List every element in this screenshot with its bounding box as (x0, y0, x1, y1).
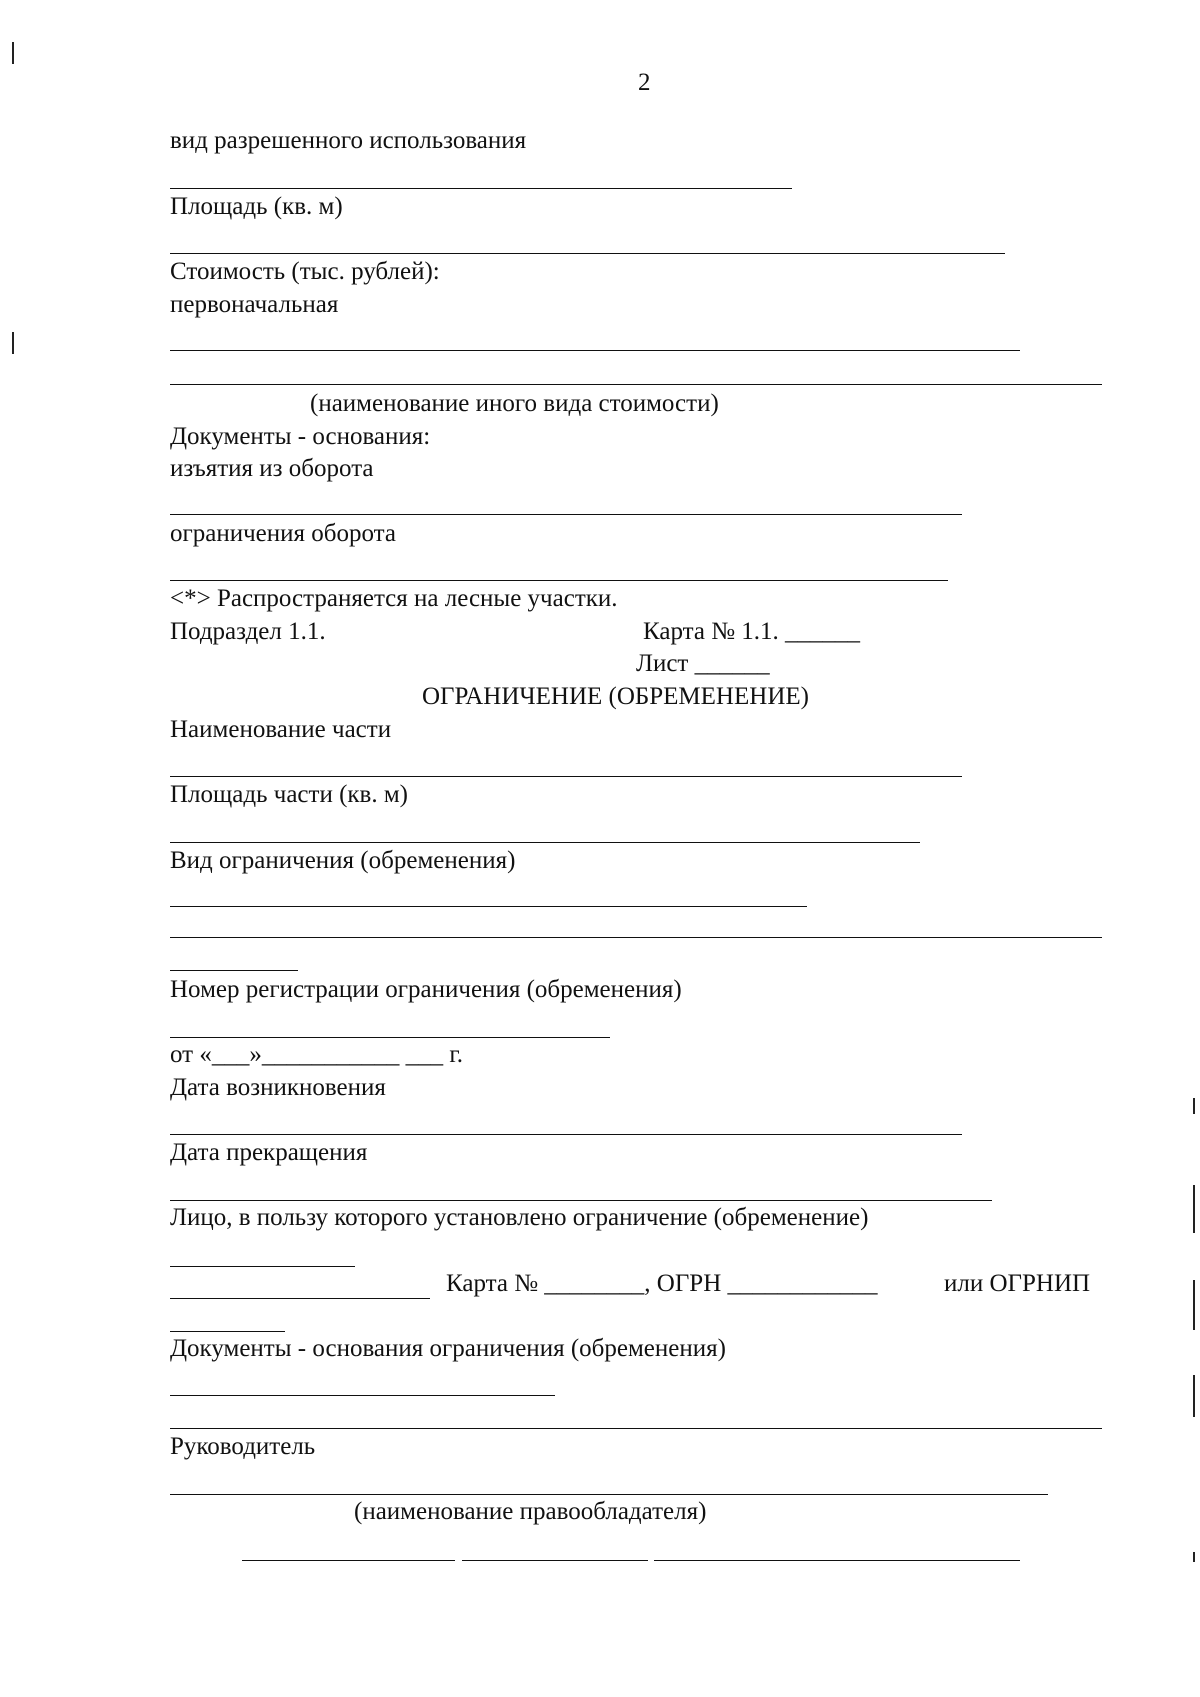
part-name-line (170, 776, 962, 777)
head-label: Руководитель (170, 1433, 316, 1460)
restriction-type-label: Вид ограничения (обременения) (170, 847, 516, 874)
ogrnip-line (170, 1331, 285, 1332)
withdrawal-label: изъятия из оборота (170, 455, 374, 482)
scan-mark (1193, 1098, 1195, 1114)
part-area-label: Площадь части (кв. м) (170, 781, 408, 808)
signature-line-2 (462, 1560, 648, 1561)
scan-mark (1193, 1552, 1195, 1562)
holder-caption: (наименование правообладателя) (354, 1498, 707, 1525)
permitted-use-label: вид разрешенного использования (170, 127, 527, 154)
cost-initial-line (170, 350, 1020, 351)
part-area-line (170, 842, 920, 843)
scan-mark (1193, 1185, 1195, 1233)
card-number-label: Карта № 1.1. ______ (643, 618, 861, 645)
date-start-label: Дата возникновения (170, 1074, 386, 1101)
signature-line-1 (242, 1560, 455, 1561)
area-line (170, 253, 1005, 254)
withdrawal-line (170, 514, 962, 515)
reg-number-line (170, 1037, 610, 1038)
beneficiary-name-line (170, 1298, 430, 1299)
permitted-use-line (170, 188, 792, 189)
date-end-label: Дата прекращения (170, 1139, 368, 1166)
cost-other-line (170, 384, 1102, 385)
basis-documents-label: Документы - основания: (170, 423, 431, 450)
section-heading: ОГРАНИЧЕНИЕ (ОБРЕМЕНЕНИЕ) (422, 683, 809, 710)
basis-docs-line-2 (170, 1428, 1102, 1429)
sheet-label: Лист ______ (636, 650, 770, 677)
basis-docs-line-1 (170, 1395, 555, 1396)
card-ref-label: Карта № ________, ОГРН ____________ (446, 1270, 878, 1297)
beneficiary-label: Лицо, в пользу которого установлено ограничение (обременение) (170, 1204, 869, 1231)
restriction-circulation-label: ограничения оборота (170, 520, 397, 547)
scan-mark (1193, 1280, 1195, 1330)
restriction-circulation-line (170, 580, 948, 581)
reg-number-label: Номер регистрации ограничения (обременения) (170, 976, 682, 1003)
footnote: <*> Распространяется на лесные участки. (170, 585, 618, 612)
basis-docs-label: Документы - основания ограничения (обременения) (170, 1335, 726, 1362)
cost-initial-label: первоначальная (170, 291, 339, 318)
scan-mark (12, 332, 14, 354)
scan-mark (1193, 1375, 1195, 1417)
ogrnip-label: или ОГРНИП (944, 1270, 1091, 1297)
date-end-line (170, 1200, 992, 1201)
reg-date-label: от «___»___________ ___ г. (170, 1041, 464, 1068)
cost-other-caption: (наименование иного вида стоимости) (310, 390, 719, 417)
holder-name-line (170, 1494, 1048, 1495)
restriction-type-line-2 (170, 937, 1102, 938)
beneficiary-line-1 (170, 1266, 355, 1267)
page-number: 2 (638, 69, 651, 96)
date-start-line (170, 1134, 962, 1135)
scan-mark (12, 42, 14, 64)
restriction-type-line-1 (170, 906, 807, 907)
restriction-type-line-3 (170, 970, 298, 971)
part-name-label: Наименование части (170, 716, 392, 743)
subsection-label: Подраздел 1.1. (170, 618, 326, 645)
signature-line-3 (654, 1560, 1020, 1561)
cost-label: Стоимость (тыс. рублей): (170, 258, 440, 285)
area-label: Площадь (кв. м) (170, 193, 343, 220)
